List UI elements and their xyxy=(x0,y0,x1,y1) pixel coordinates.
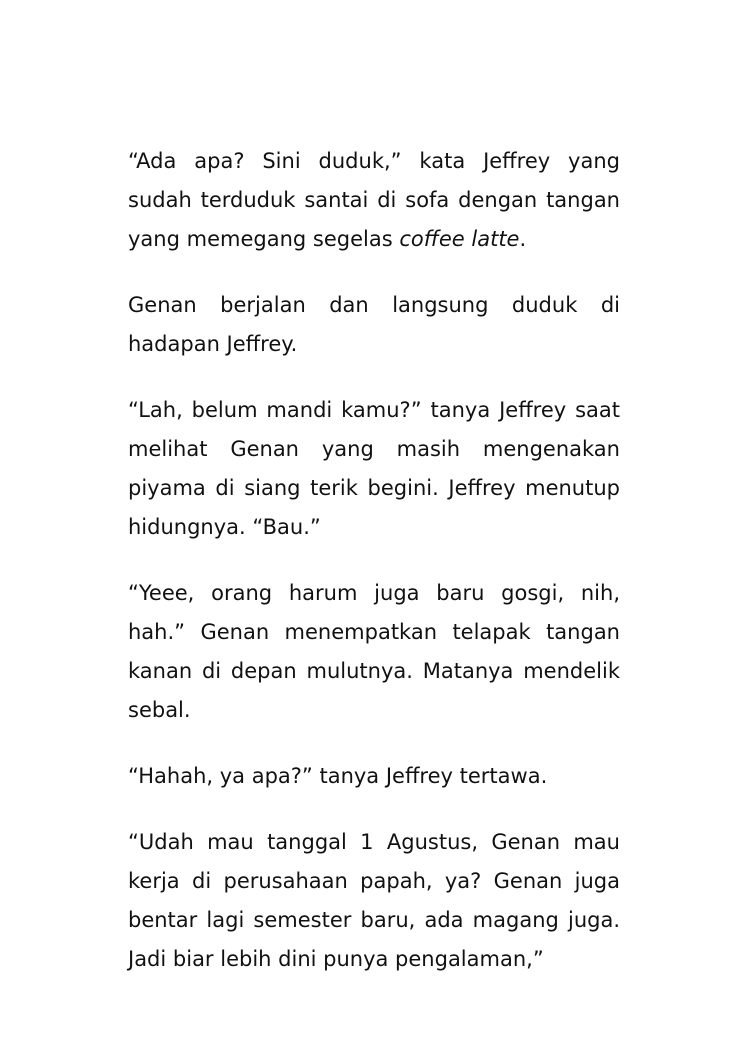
paragraph-3: “Lah, belum mandi kamu?” tanya Jeffrey saat melihat Genan yang masih mengenakan piyama di siang terik begini. Jeffrey menutup hidungnya. “Bau.” xyxy=(128,398,620,539)
document-page xyxy=(128,142,620,1006)
paragraph-1-end: . xyxy=(519,227,527,251)
italic-phrase: coffee latte xyxy=(399,227,520,251)
paragraph-4: “Yeee, orang harum juga baru gosgi, nih, hah.” Genan menempatkan telapak tangan kanan di depan mulutnya. Matanya mendelik sebal. xyxy=(128,581,620,722)
paragraph-2: Genan berjalan dan langsung duduk di hadapan Jeffrey. xyxy=(128,293,620,356)
paragraph-6: “Udah mau tanggal 1 Agustus, Genan mau kerja di perusahaan papah, ya? Genan juga bentar lagi semester baru, ada magang juga. Jadi biar lebih dini punya pengalaman,” xyxy=(128,830,620,971)
paragraph-1-text: “Ada apa? Sini duduk,” kata Jeffrey yang sudah terduduk santai di sofa dengan tangan yang memegang segelas xyxy=(128,149,620,251)
paragraph-1 xyxy=(128,142,620,259)
paragraph-5: “Hahah, ya apa?” tanya Jeffrey tertawa. xyxy=(128,764,548,788)
